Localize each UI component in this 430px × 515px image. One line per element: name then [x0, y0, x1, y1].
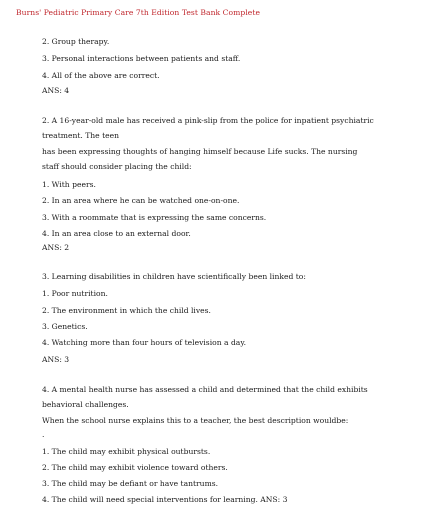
option-line: 3. Genetics.	[42, 322, 88, 331]
document-header: Burns' Pediatric Primary Care 7th Edition Test Bank Complete	[16, 8, 260, 17]
option-line: 1. With peers.	[42, 180, 96, 189]
option-line: 1. Poor nutrition.	[42, 289, 108, 298]
option-line: 3. The child may be defiant or have tantrums.	[42, 479, 219, 488]
option-line: 2. In an area where he can be watched one-on-one.	[42, 196, 240, 205]
option-line: 4. Watching more than four hours of television a day.	[42, 338, 247, 347]
question-stem-line: treatment. The teen	[42, 131, 120, 140]
option-line: 2. The child may exhibit violence toward others.	[42, 463, 228, 472]
answer-line: ANS: 2	[42, 243, 70, 252]
question-stem-line: has been expressing thoughts of hanging himself because Life sucks. The nursing	[42, 147, 358, 156]
question-stem-line: 3. Learning disabilities in children have scientifically been linked to:	[42, 272, 306, 281]
option-line: 2. The environment in which the child lives.	[42, 306, 211, 315]
option-line: 1. The child may exhibit physical outbursts.	[42, 447, 211, 456]
answer-line: ANS: 3	[42, 355, 70, 364]
question-stem-line: 4. A mental health nurse has assessed a child and determined that the child exhibits	[42, 385, 368, 394]
question-stem-line: When the school nurse explains this to a teacher, the best description wouldbe:	[42, 416, 349, 425]
option-line: 4. In an area close to an external door.	[42, 229, 191, 238]
stray-dot: .	[42, 430, 45, 439]
option-line: 2. Group therapy.	[42, 37, 110, 46]
answer-line: ANS: 4	[42, 86, 70, 95]
option-line: 3. With a roommate that is expressing the same concerns.	[42, 213, 267, 222]
option-line: 3. Personal interactions between patients and staff.	[42, 54, 241, 63]
option-line: 4. All of the above are correct.	[42, 71, 160, 80]
question-stem-line: behavioral challenges.	[42, 400, 129, 409]
option-line: 4. The child will need special interventions for learning. ANS: 3	[42, 495, 288, 504]
question-stem-line: 2. A 16-year-old male has received a pink-slip from the police for inpatient psychiatric	[42, 116, 374, 125]
question-stem-line: staff should consider placing the child:	[42, 162, 192, 171]
